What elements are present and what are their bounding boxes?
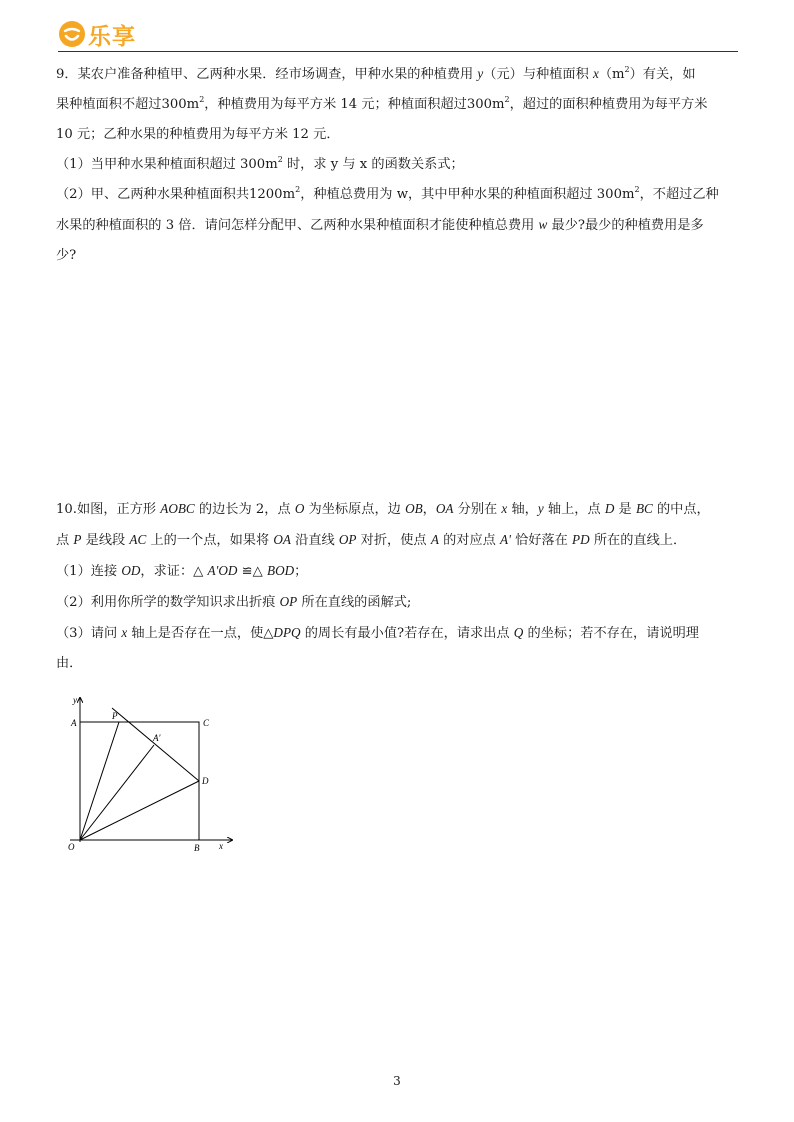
- problem-10-part-1: （1）连接 OD，求证：△ A'OD ≌△ BOD；: [56, 563, 308, 579]
- geometry-figure: [60, 690, 240, 860]
- label-y: y: [73, 695, 77, 705]
- problem-9: [56, 59, 742, 271]
- segment-op: [80, 722, 119, 840]
- label-x: x: [219, 841, 223, 851]
- page-header: [58, 18, 738, 52]
- problem-10-stem: 10.如图，正方形 AOBC 的边长为 2，点 O 为坐标原点，边 OB，OA 分别在 x 轴，y 轴上，点 D 是 BC 的中点， 点 P 是线段 AC 上的一个点，如果将 OA 沿直线 OP 对折，使点 A 的对应点 A' 恰好落在 PD 所在的直线上．: [56, 501, 710, 548]
- problem-9-part-1: （1）当甲种水果种植面积超过 $300m^2$ 时，求 y 与 x 的函数关系式；: [56, 155, 464, 172]
- label-b: B: [194, 843, 200, 853]
- segment-od: [80, 781, 199, 840]
- brand-name: 乐享: [88, 23, 136, 50]
- label-d: D: [202, 776, 209, 786]
- label-p: P: [112, 711, 118, 721]
- square-aobc: [80, 722, 199, 840]
- segment-pd-extended: [112, 708, 199, 781]
- problem-10-part-3: （3）请问 x 轴上是否存在一点，使△DPQ 的周长有最小值?若存在，请求出点 Q 的坐标；若不存在，请说明理 由．: [56, 625, 699, 671]
- problem-9-part-2: （2）甲、乙两种水果种植面积共$1200m^2$，种植总费用为 w，其中甲种水果的种植面积超过 $300m^2$，不超过乙种 水果的种植面积的 3 倍．请问怎样分配甲、乙两种水果种植面积才能使种植总费用 w 最少?最少的种植费用是多 少?: [56, 185, 719, 263]
- header-divider: [58, 51, 738, 52]
- label-c: C: [203, 718, 210, 728]
- label-a-prime: A': [153, 733, 161, 743]
- label-o: O: [68, 842, 75, 852]
- page-number: 3: [393, 1074, 401, 1088]
- label-a: A: [71, 718, 77, 728]
- problem-10-part-2: （2）利用你所学的数学知识求出折痕 OP 所在直线的函解式;: [56, 594, 412, 610]
- problem-9-stem: 9．某农户准备种植甲、乙两种水果．经市场调查，甲种水果的种植费用 y（元）与种植面积 $x(m^2)$有关，如 果种植面积不超过$300m^2$，种植费用为每平方米 14 元；种植面积超过$300m^2$，超过的面积种植费用为每平方米 10 元；乙种水果的种植费用为每平方米 12 元．: [56, 65, 708, 142]
- brand-logo: [58, 18, 136, 50]
- problem-10: [56, 494, 742, 679]
- segment-oa-prime: [80, 745, 154, 840]
- smile-logo-icon: [58, 20, 86, 48]
